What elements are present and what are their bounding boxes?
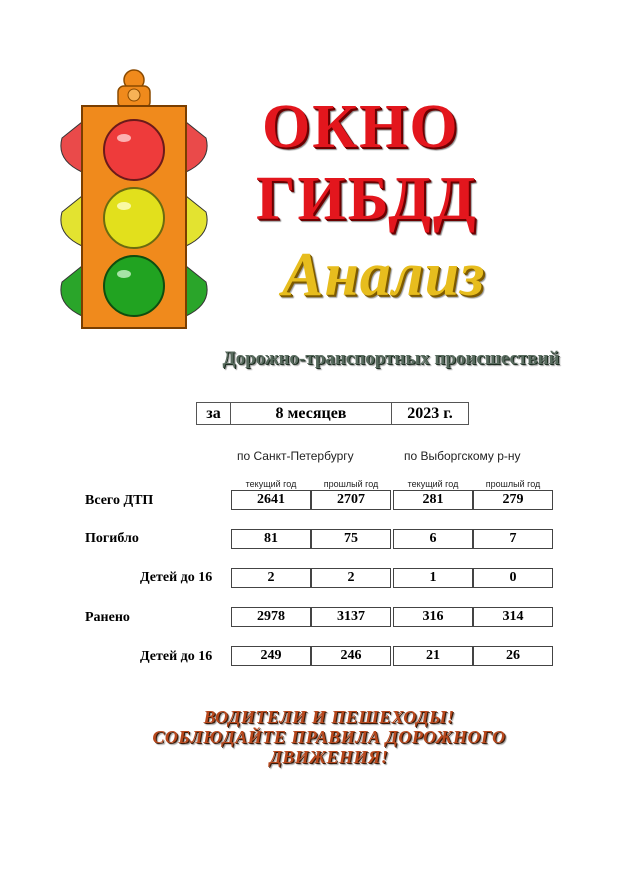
subtitle: Дорожно-транспортных происшествий <box>222 348 560 369</box>
row-label-injured: Ранено <box>85 610 130 625</box>
slogan-line-2: СОБЛЮДАЙТЕ ПРАВИЛА ДОРОЖНОГО <box>152 727 506 747</box>
table-cell: 2707 <box>311 490 391 510</box>
table-cell: 246 <box>311 646 391 666</box>
headline-analiz: Анализ <box>282 241 486 309</box>
table-cell: 316 <box>393 607 473 627</box>
column-header-vyborg-current: текущий год <box>407 479 459 489</box>
headline-okno: ОКНО <box>262 93 460 161</box>
headline-gibdd: ГИБДД <box>256 165 478 233</box>
table-cell: 3137 <box>311 607 391 627</box>
period-year: 2023 г. <box>391 402 469 425</box>
slogan-line-1: ВОДИТЕЛИ И ПЕШЕХОДЫ! <box>203 707 455 727</box>
table-cell: 2641 <box>231 490 311 510</box>
traffic-light-icon <box>60 68 210 333</box>
column-header-vyborg-previous: прошлый год <box>485 479 541 489</box>
row-label-children-injured: Детей до 16 <box>140 649 213 664</box>
table-cell: 0 <box>473 568 553 588</box>
table-cell: 2 <box>311 568 391 588</box>
table-cell: 2 <box>231 568 311 588</box>
table-cell: 249 <box>231 646 311 666</box>
table-cell: 279 <box>473 490 553 510</box>
region-header-spb: по Санкт-Петербургу <box>237 449 354 463</box>
period-months: 8 месяцев <box>230 402 392 425</box>
table-cell: 21 <box>393 646 473 666</box>
table-cell: 7 <box>473 529 553 549</box>
table-cell: 2978 <box>231 607 311 627</box>
row-label-children-killed: Детей до 16 <box>140 570 213 585</box>
table-cell: 314 <box>473 607 553 627</box>
period-prefix: за <box>196 402 231 425</box>
slogan <box>100 707 558 767</box>
column-header-spb-previous: прошлый год <box>323 479 379 489</box>
table-cell: 1 <box>393 568 473 588</box>
table-cell: 6 <box>393 529 473 549</box>
slogan-line-3: ДВИЖЕНИЯ! <box>269 747 389 767</box>
column-header-spb-current: текущий год <box>245 479 297 489</box>
table-cell: 281 <box>393 490 473 510</box>
row-label-total: Всего ДТП <box>85 493 154 508</box>
table-cell: 81 <box>231 529 311 549</box>
table-cell: 26 <box>473 646 553 666</box>
row-label-killed: Погибло <box>85 531 139 546</box>
table-cell: 75 <box>311 529 391 549</box>
region-header-vyborg: по Выборгскому р-ну <box>404 449 521 463</box>
